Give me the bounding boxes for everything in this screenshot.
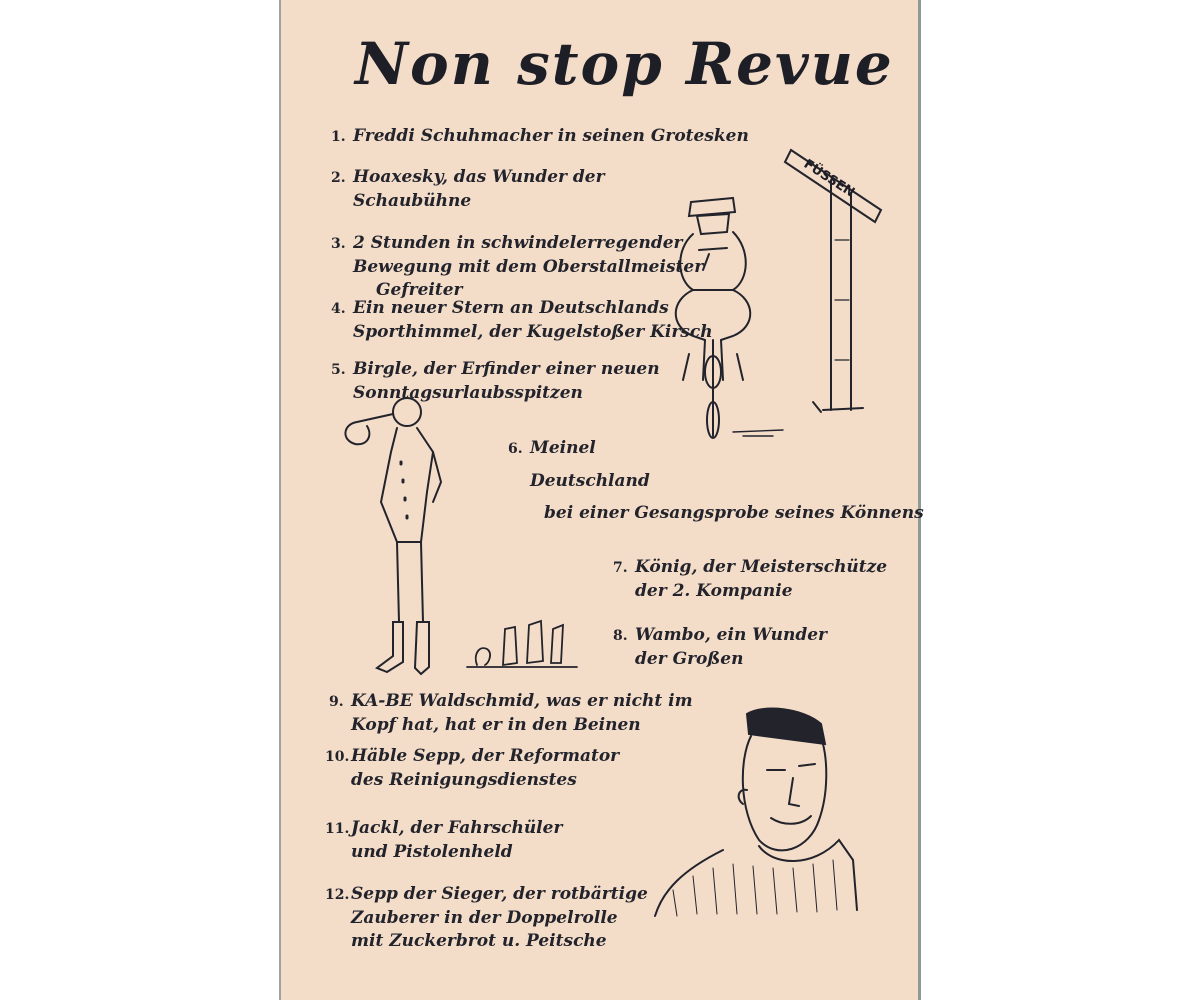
boots-sketch [457, 615, 587, 675]
item-text: Birgle, der Erfinder einer neuen [353, 359, 660, 379]
item-number: 8. [613, 628, 628, 644]
item-text: Schaubühne [353, 191, 472, 211]
program-item-7 [613, 556, 887, 603]
item-text: Bewegung mit dem Oberstallmeister [353, 257, 704, 277]
program-item-9 [329, 690, 693, 737]
item-number: 12. [325, 887, 350, 903]
program-item-12 [325, 883, 648, 953]
horn-player-sketch [337, 392, 467, 682]
signpost-icon [785, 150, 881, 412]
item-text: mit Zuckerbrot u. Peitsche [351, 931, 607, 951]
item-text: König, der Meisterschütze [635, 557, 888, 577]
item-number: 3. [331, 236, 346, 252]
item-text: Sonntagsurlaubsspitzen [353, 383, 583, 403]
program-item-8 [613, 624, 827, 671]
bicycle-soldier-sketch [663, 140, 893, 450]
item-number: 1. [331, 129, 346, 145]
item-text: Deutschland [530, 471, 650, 491]
program-item-2 [331, 166, 605, 213]
item-text: 2 Stunden in schwindelerregender [353, 233, 683, 253]
program-item-10 [325, 745, 619, 792]
item-text: Gefreiter [376, 280, 463, 300]
program-item-11 [325, 817, 562, 864]
item-text: bei einer Gesangsprobe seines Könnens [544, 503, 924, 523]
item-number: 7. [613, 560, 628, 576]
item-number: 9. [329, 694, 344, 710]
item-text: Sepp der Sieger, der rotbärtige [351, 884, 648, 904]
item-number: 11. [325, 821, 350, 837]
item-text: Meinel [530, 438, 596, 458]
portrait-sketch [643, 700, 863, 920]
item-number: 5. [331, 362, 346, 378]
item-text: Ein neuer Stern an Deutschlands [353, 298, 669, 318]
item-number: 6. [508, 441, 523, 457]
item-text: des Reinigungsdienstes [351, 770, 577, 790]
item-text: Wambo, ein Wunder [635, 625, 828, 645]
item-text: Freddi Schuhmacher in seinen Grotesken [353, 126, 749, 146]
item-number: 10. [325, 749, 350, 765]
program-item-4 [331, 297, 713, 344]
item-text: der Großen [635, 649, 744, 669]
signpost-label: FÜSSEN [800, 156, 858, 201]
item-text: Sporthimmel, der Kugelstoßer Kirsch [353, 322, 713, 342]
item-text: Kopf hat, hat er in den Beinen [351, 715, 641, 735]
program-item-3 [331, 232, 703, 302]
item-text: und Pistolenheld [351, 842, 513, 862]
item-text: KA-BE Waldschmid, was er nicht im [351, 691, 693, 711]
item-text: Zauberer in der Doppelrolle [351, 908, 618, 928]
item-text: Jackl, der Fahrschüler [351, 818, 563, 838]
item-text: Häble Sepp, der Reformator [351, 746, 620, 766]
item-number: 4. [331, 301, 346, 317]
item-number: 2. [331, 170, 346, 186]
item-text: Hoaxesky, das Wunder der [353, 167, 605, 187]
page-title: Non stop Revue [355, 30, 894, 98]
item-text: der 2. Kompanie [635, 581, 793, 601]
program-page [279, 0, 924, 1000]
